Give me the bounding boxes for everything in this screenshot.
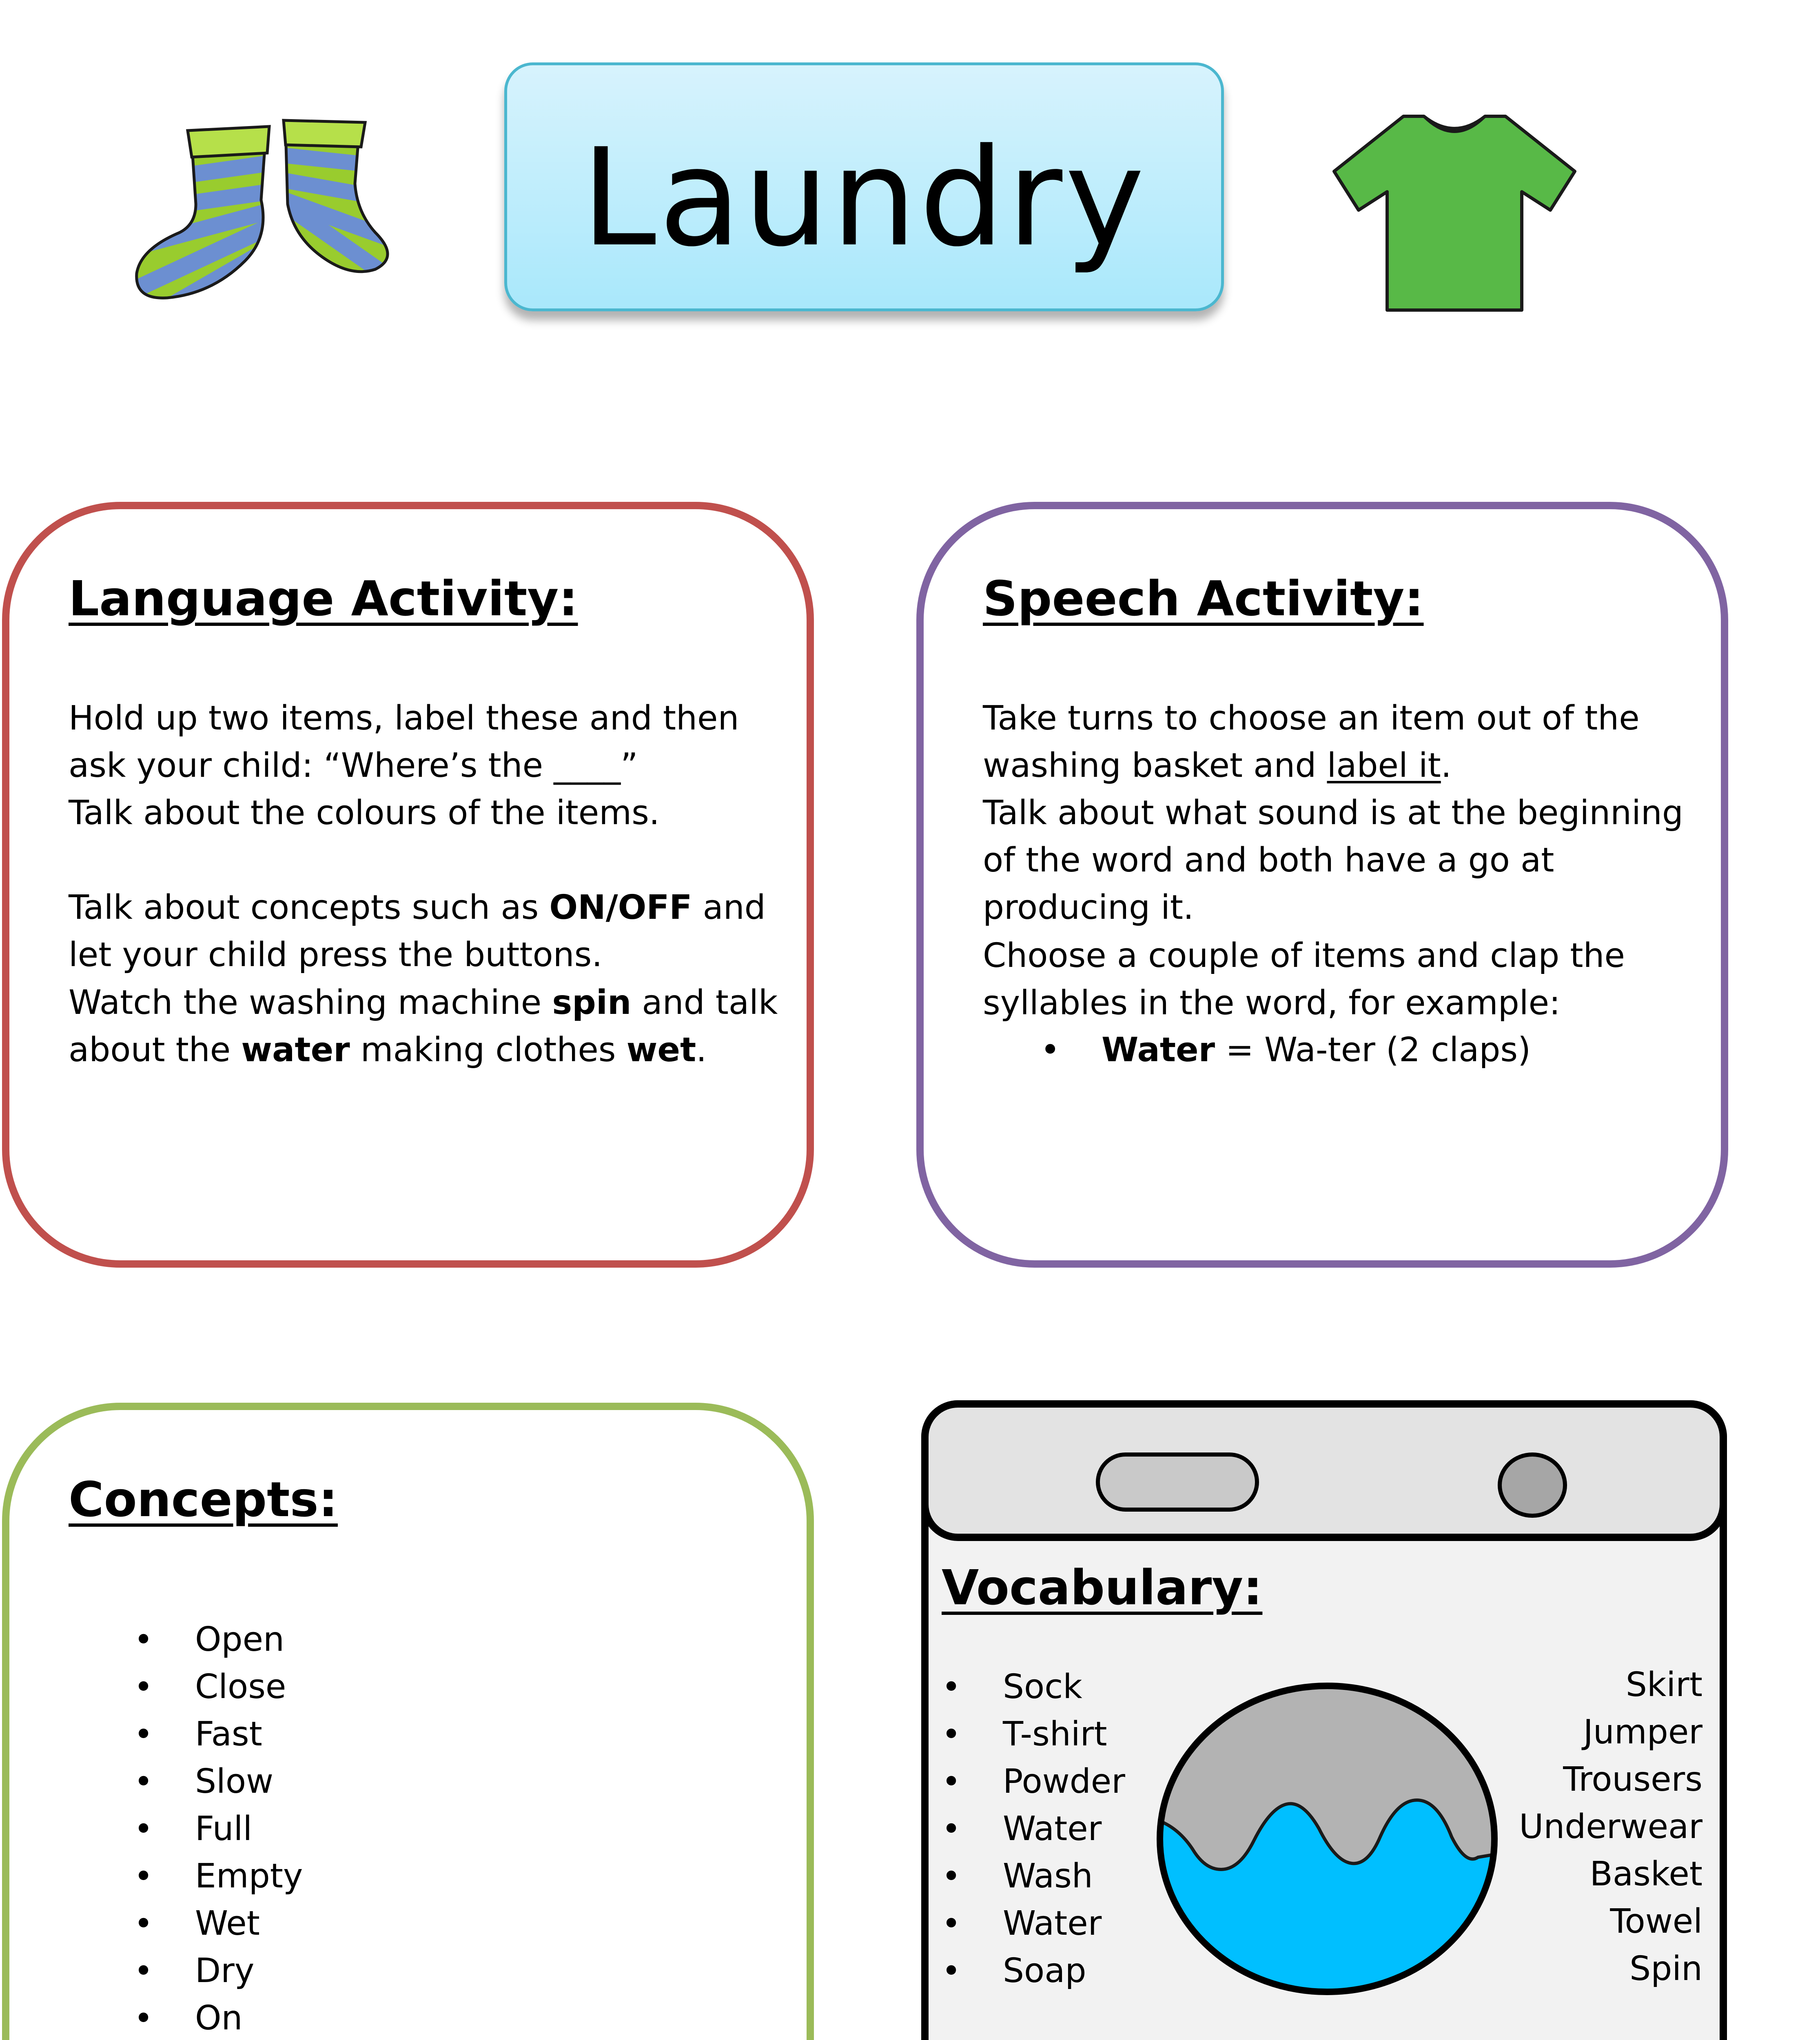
language-p3-text: Talk about concepts such as bbox=[69, 888, 550, 927]
speech-p1-line2: washing basket and bbox=[983, 746, 1327, 785]
detergent-drawer-icon bbox=[1096, 1452, 1259, 1512]
list-item: • Powder bbox=[1003, 1758, 1125, 1805]
language-p4-line2-mid: making clothes bbox=[350, 1031, 627, 1069]
list-item: Spin bbox=[1629, 1949, 1703, 1988]
language-activity-heading: Language Activity: bbox=[69, 570, 578, 627]
language-p4-text: Watch the washing machine bbox=[69, 983, 552, 1022]
speech-p3-line1: Choose a couple of items and clap the bbox=[983, 936, 1625, 975]
language-p4-text-after: and talk bbox=[631, 983, 778, 1022]
language-p4-bold-spin: spin bbox=[552, 983, 632, 1022]
list-item: • On bbox=[195, 1995, 303, 2040]
language-paragraph-2: Talk about the colours of the items. bbox=[69, 794, 660, 832]
speech-p3-line2: syllables in the word, for example: bbox=[983, 984, 1561, 1022]
language-paragraph-3 bbox=[69, 884, 766, 979]
speech-p1-line1: Take turns to choose an item out of the bbox=[983, 699, 1640, 738]
speech-p2-line2: of the word and both have a go at bbox=[983, 841, 1554, 880]
vocabulary-left-list bbox=[1003, 1663, 1125, 1995]
list-item: • Full bbox=[195, 1805, 303, 1853]
tshirt-icon bbox=[1328, 110, 1581, 318]
speech-activity-card bbox=[916, 502, 1728, 1268]
language-p4-line2-text: about the bbox=[69, 1031, 242, 1069]
washing-machine-control-panel bbox=[921, 1400, 1727, 1541]
list-item: • Wash bbox=[1003, 1853, 1125, 1900]
list-item: • Wet bbox=[195, 1900, 303, 1947]
list-item: • Slow bbox=[195, 1758, 303, 1805]
language-p4-bold-wet: wet bbox=[626, 1031, 696, 1069]
list-item: • Close bbox=[195, 1663, 303, 1711]
language-paragraph-4 bbox=[69, 979, 778, 1074]
speech-activity-heading: Speech Activity: bbox=[983, 570, 1424, 627]
vocabulary-right-list bbox=[1519, 1661, 1703, 1993]
speech-example bbox=[1102, 1027, 1531, 1074]
speech-p1-period: . bbox=[1441, 746, 1452, 785]
concepts-card bbox=[2, 1403, 814, 2040]
speech-p2-line1: Talk about what sound is at the beginning bbox=[983, 794, 1683, 832]
list-item: • Empty bbox=[195, 1853, 303, 1900]
language-p3-bold: ON/OFF bbox=[549, 888, 692, 927]
list-item: • Water bbox=[1003, 1805, 1125, 1853]
language-activity-card bbox=[2, 502, 814, 1268]
title-banner bbox=[504, 62, 1224, 311]
bullet-icon: • bbox=[1040, 1031, 1060, 1069]
list-item: • Soap bbox=[1003, 1947, 1125, 1995]
vocabulary-heading: Vocabulary: bbox=[942, 1559, 1263, 1616]
list-item: • Sock bbox=[1003, 1663, 1125, 1711]
language-paragraph-1 bbox=[69, 695, 739, 789]
language-p3-text-after: and bbox=[692, 888, 766, 927]
speech-paragraph-3 bbox=[983, 932, 1625, 1027]
list-item: Towel bbox=[1610, 1902, 1703, 1941]
socks-icon bbox=[131, 114, 416, 310]
list-item: • Dry bbox=[195, 1947, 303, 1995]
concepts-heading: Concepts: bbox=[69, 1471, 338, 1528]
list-item: Basket bbox=[1589, 1855, 1703, 1894]
list-item: • T-shirt bbox=[1003, 1711, 1125, 1758]
language-p1-line2: ask your child: “Where’s the ____” bbox=[69, 746, 638, 785]
speech-example-rest: = Wa-ter (2 claps) bbox=[1215, 1031, 1531, 1069]
speech-p1-underlined: label it bbox=[1327, 746, 1441, 785]
dial-knob-icon bbox=[1498, 1452, 1567, 1518]
washing-machine-icon bbox=[921, 1400, 1727, 2040]
speech-p2-line3: producing it. bbox=[983, 888, 1194, 927]
language-p4-bold-water: water bbox=[241, 1031, 350, 1069]
speech-paragraph-1 bbox=[983, 695, 1640, 789]
list-item: Skirt bbox=[1625, 1665, 1703, 1704]
speech-example-bold: Water bbox=[1102, 1031, 1215, 1069]
language-p1-line1: Hold up two items, label these and then bbox=[69, 699, 739, 738]
list-item: Underwear bbox=[1519, 1807, 1703, 1846]
language-p4-line2-end: . bbox=[696, 1031, 707, 1069]
list-item: Trousers bbox=[1563, 1760, 1703, 1799]
list-item: • Fast bbox=[195, 1711, 303, 1758]
list-item: Jumper bbox=[1583, 1713, 1703, 1752]
page-title: Laundry bbox=[581, 120, 1147, 276]
list-item: • Open bbox=[195, 1616, 303, 1663]
speech-paragraph-2 bbox=[983, 789, 1683, 931]
drum-window-icon bbox=[1152, 1678, 1503, 2000]
language-p3-line2: let your child press the buttons. bbox=[69, 936, 603, 974]
list-item: • Water bbox=[1003, 1900, 1125, 1947]
concepts-list bbox=[195, 1616, 303, 2040]
